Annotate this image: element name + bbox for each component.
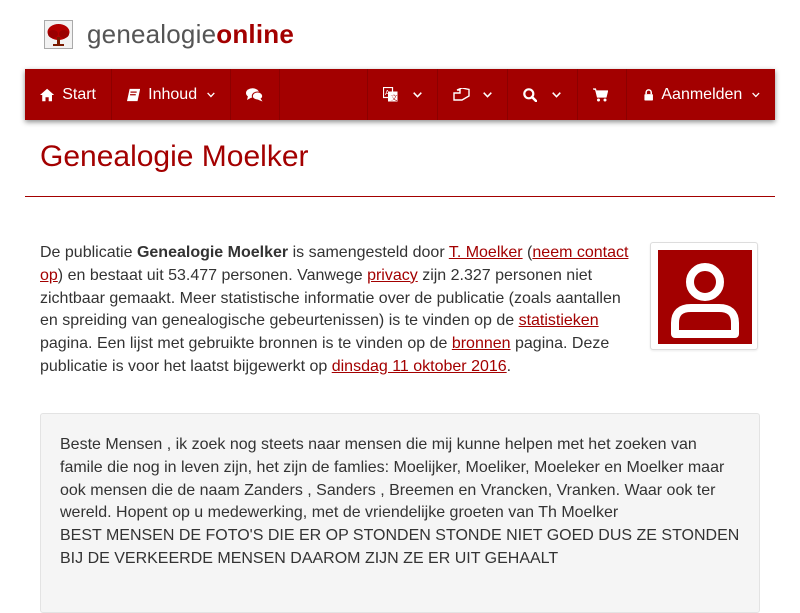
intro-text: ) en bestaat uit 53.477 personen. Vanwege <box>57 266 368 284</box>
chevron-down-icon <box>413 92 422 98</box>
home-icon <box>40 88 54 102</box>
intro-text: is samengesteld door <box>288 244 449 261</box>
nav-login[interactable] <box>627 69 775 120</box>
author-link[interactable]: T. Moelker <box>448 244 523 261</box>
nav-inhoud[interactable] <box>112 69 231 120</box>
chevron-down-icon <box>752 92 760 98</box>
share-icon <box>453 88 470 101</box>
nav-login-label: Aanmelden <box>661 85 743 103</box>
note-paragraph-caps: BEST MENSEN DE FOTO'S DIE ER OP STONDEN STONDE NIET GOED DUS ZE STONDEN BIJ DE VERKEERDE MENSEN DAAROM ZIJN ZE ER UIT GEHAALT <box>60 527 740 567</box>
sources-link[interactable]: bronnen <box>451 335 511 353</box>
intro-text: De publicatie <box>40 244 137 261</box>
avatar-background <box>658 250 752 344</box>
page-title: Genealogie Moelker <box>40 140 309 173</box>
tree-icon <box>44 20 73 49</box>
lock-icon <box>644 88 653 102</box>
intro-text: zijn 2.327 personen niet zichtbaar gemaakt. Meer statistische informatie over de publicatie (zoals aantallen en spreiding van genealogische gebeurtenissen) is te vinden op de <box>40 266 621 330</box>
statistics-link[interactable]: statistieken <box>518 312 599 330</box>
svg-text:文: 文 <box>390 95 398 102</box>
comments-icon <box>246 88 263 102</box>
book-icon <box>127 88 140 102</box>
nav-start[interactable] <box>25 69 112 120</box>
intro-text: pagina. Deze publicatie is voor het laatst bijgewerkt op <box>40 335 610 375</box>
updated-date-link[interactable]: dinsdag 11 oktober 2016 <box>331 357 507 375</box>
logo-text-part1: genealogie <box>87 18 217 49</box>
site-logo[interactable] <box>44 16 294 52</box>
nav-chat[interactable] <box>231 69 280 120</box>
user-icon <box>658 250 752 344</box>
nav-cart[interactable] <box>578 69 627 120</box>
svg-text:A: A <box>385 90 390 97</box>
search-icon <box>523 88 537 102</box>
author-note <box>40 413 760 613</box>
chevron-down-icon <box>552 92 561 98</box>
language-icon <box>383 87 398 102</box>
intro-text: ( <box>522 244 533 261</box>
publication-intro <box>40 242 636 379</box>
nav-language[interactable] <box>368 69 438 120</box>
nav-share[interactable] <box>438 69 508 120</box>
chevron-down-icon <box>207 92 215 98</box>
main-navbar <box>25 69 775 120</box>
note-paragraph: Beste Mensen , ik zoek nog steets naar mensen die mij kunne helpen met het zoeken van famile die nog in leven zijn, het zijn de famlies: Moelijker, Moeliker, Moeleker en Moelker maar ook mensen die de naam Zanders , Sanders , Breemen en Vrancken, Vranken. Waar ook ter wereld. Hopent op u medewerking, met de vriendelijke groeten van Th Moelker <box>60 436 725 522</box>
logo-text <box>87 19 294 50</box>
logo-text-part2: online <box>216 18 294 49</box>
nav-start-label: Start <box>62 85 96 103</box>
intro-text: pagina. Een lijst met gebruikte bronnen is te vinden op de <box>40 335 452 353</box>
intro-text: . <box>506 357 512 375</box>
publication-name: Genealogie Moelker <box>136 244 289 261</box>
privacy-link[interactable]: privacy <box>367 266 418 284</box>
nav-search[interactable] <box>508 69 578 120</box>
title-divider <box>25 196 775 197</box>
nav-inhoud-label: Inhoud <box>148 85 198 103</box>
chevron-down-icon <box>483 92 492 98</box>
author-avatar <box>650 242 758 350</box>
contact-link[interactable]: neem contact op <box>40 244 629 284</box>
cart-icon <box>593 88 608 102</box>
